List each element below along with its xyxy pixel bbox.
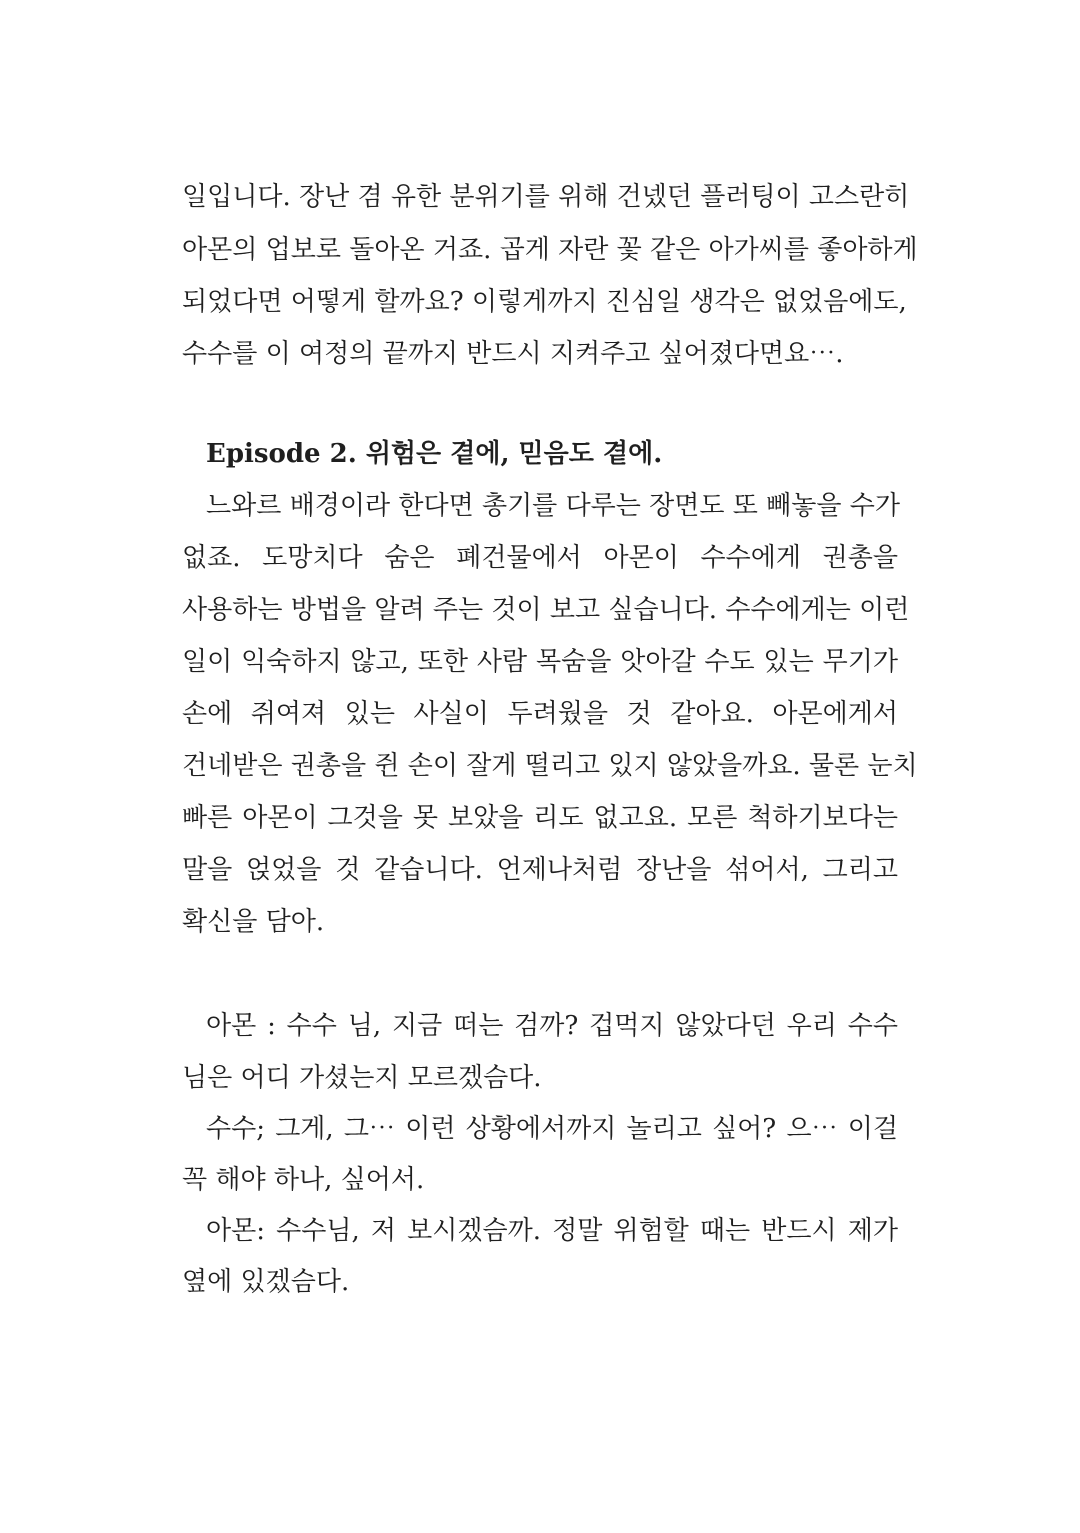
episode-heading: Episode 2. 위험은 곁에, 믿음도 곁에. — [206, 439, 663, 469]
paragraph-line: 확신을 담아. — [182, 907, 325, 937]
paragraph-line: 말을 얹었을 것 같습니다. 언제나처럼 장난을 섞어서, 그리고 — [182, 855, 898, 885]
paragraph-line: 손에 쥐여져 있는 사실이 두려웠을 것 같아요. 아몬에게서 — [182, 699, 898, 729]
paragraph-line: 사용하는 방법을 알려 주는 것이 보고 싶습니다. 수수에게는 이런 — [182, 595, 910, 625]
dialogue-line: 아몬 : 수수 님, 지금 떠는 검까? 겁먹지 않았다던 우리 수수 — [206, 1011, 898, 1041]
paragraph-line: 수수를 이 여정의 끝까지 반드시 지켜주고 싶어졌다면요⋯. — [182, 339, 844, 369]
dialogue-line: 님은 어디 가셨는지 모르겠슴다. — [182, 1063, 542, 1093]
paragraph-line: 빠른 아몬이 그것을 못 보았을 리도 없고요. 모른 척하기보다는 — [182, 803, 898, 833]
paragraph-line: 느와르 배경이라 한다면 총기를 다루는 장면도 또 빼놓을 수가 — [206, 491, 901, 521]
paragraph-line: 없죠. 도망치다 숨은 폐건물에서 아몬이 수수에게 권총을 — [182, 543, 898, 573]
dialogue-line: 옆에 있겠슴다. — [182, 1267, 350, 1297]
dialogue-line: 아몬: 수수님, 저 보시겠슴까. 정말 위험할 때는 반드시 제가 — [206, 1216, 898, 1246]
dialogue-line: 꼭 해야 하나, 싶어서. — [182, 1165, 425, 1195]
dialogue-line: 수수; 그게, 그⋯ 이런 상황에서까지 놀리고 싶어? 으⋯ 이걸 — [206, 1114, 898, 1144]
document-page — [182, 0, 918, 1533]
paragraph-line: 일이 익숙하지 않고, 또한 사람 목숨을 앗아갈 수도 있는 무기가 — [182, 647, 898, 677]
paragraph-line: 건네받은 권총을 쥔 손이 잘게 떨리고 있지 않았을까요. 물론 눈치 — [182, 751, 918, 781]
paragraph-line: 아몬의 업보로 돌아온 거죠. 곱게 자란 꽃 같은 아가씨를 좋아하게 — [182, 235, 918, 265]
paragraph-line: 되었다면 어떻게 할까요? 이렇게까지 진심일 생각은 없었음에도, — [182, 287, 907, 317]
paragraph-line: 일입니다. 장난 겸 유한 분위기를 위해 건넸던 플러팅이 고스란히 — [182, 182, 910, 212]
